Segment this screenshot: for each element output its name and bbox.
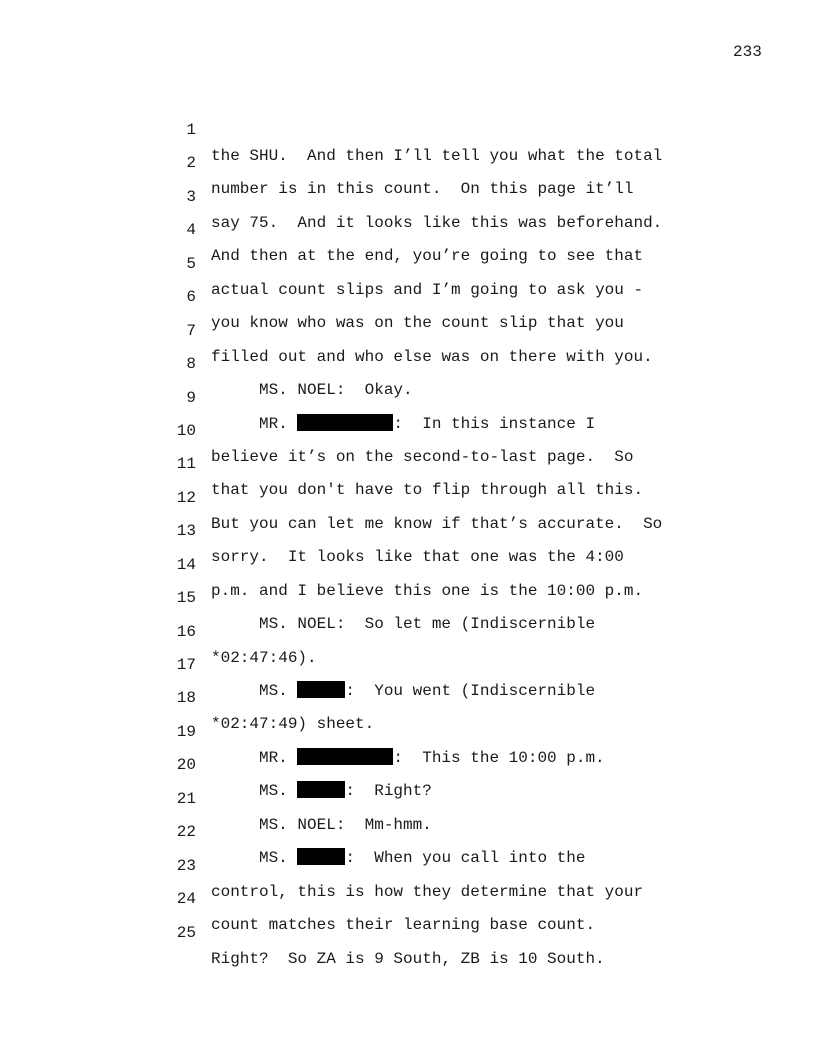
line-text: number is in this count. On this page it’ll: [211, 180, 634, 199]
line-text: : Right?: [345, 782, 432, 801]
line-text: believe it’s on the second-to-last page. So: [211, 447, 634, 466]
line-number: 20: [176, 756, 196, 775]
page-number: 233: [733, 43, 762, 61]
transcript-line: [0, 292, 816, 366]
line-number: 9: [186, 388, 196, 407]
line-number: 25: [176, 923, 196, 942]
line-number: 4: [186, 221, 196, 240]
speaker-title: MR.: [259, 748, 288, 767]
transcript-line: [0, 158, 816, 232]
transcript-line: [0, 225, 816, 299]
line-number: 12: [176, 488, 196, 507]
line-text: MS. NOEL: Okay.: [259, 381, 413, 400]
transcript-line: [0, 258, 816, 333]
line-text: sorry. It looks like that one was the 4:00: [211, 548, 624, 567]
line-text: : When you call into the: [345, 849, 586, 868]
line-number: 18: [176, 689, 196, 708]
line-number: 15: [176, 589, 196, 608]
speaker-title: MS.: [259, 682, 288, 700]
line-text: Right? So ZA is 9 South, ZB is 10 South.: [211, 949, 605, 968]
transcript-line: [0, 325, 816, 400]
speaker-title: MS.: [259, 782, 288, 801]
line-text: you know who was on the count slip that you: [211, 314, 624, 333]
line-number: 1: [186, 121, 196, 139]
line-text: : This the 10:00 p.m.: [393, 748, 605, 767]
line-text: And then at the end, you’re going to see that: [211, 247, 644, 266]
line-text: p.m. and I believe this one is the 10:00 p.m.: [211, 581, 644, 600]
line-text: But you can let me know if that’s accurate. So: [211, 514, 663, 533]
line-text: control, this is how they determine that your: [211, 882, 644, 901]
line-number: 7: [186, 321, 196, 340]
line-number: 21: [176, 789, 196, 808]
line-text: actual count slips and I’m going to ask you -: [211, 280, 644, 299]
line-text: filled out and who else was on there with you.: [211, 347, 653, 366]
line-text: : In this instance I: [393, 414, 596, 433]
line-text: *02:47:49) sheet.: [211, 715, 375, 734]
line-text: : You went (Indiscernible: [345, 682, 596, 700]
line-number: 16: [176, 622, 196, 641]
line-text: count matches their learning base count.: [211, 916, 596, 935]
line-number: 22: [176, 823, 196, 842]
line-number: 24: [176, 890, 196, 909]
line-text: the SHU. And then I’ll tell you what the total: [211, 147, 663, 165]
line-number: 2: [186, 154, 196, 173]
line-number: 14: [176, 555, 196, 574]
transcript-line: [0, 124, 816, 199]
line-number: 8: [186, 355, 196, 374]
line-text: *02:47:46).: [211, 648, 317, 667]
line-number: 10: [176, 421, 196, 440]
speaker-title: MS.: [259, 849, 288, 868]
transcript-body: [0, 91, 816, 968]
line-number: 3: [186, 187, 196, 206]
line-text: that you don't have to flip through all this.: [211, 481, 644, 500]
line-number: 13: [176, 522, 196, 541]
line-number: 23: [176, 856, 196, 875]
transcript-line: [0, 191, 816, 266]
speaker-title: MR.: [259, 414, 288, 433]
transcript-line: [0, 91, 816, 165]
line-number: 5: [186, 254, 196, 273]
line-number: 19: [176, 722, 196, 741]
line-number: 6: [186, 288, 196, 307]
line-number: 17: [176, 656, 196, 674]
line-number: 11: [176, 455, 196, 474]
transcript-line: [0, 894, 816, 968]
line-text: MS. NOEL: So let me (Indiscernible: [259, 615, 596, 634]
line-text: MS. NOEL: Mm-hmm.: [259, 815, 432, 834]
line-text: say 75. And it looks like this was beforehand.: [211, 213, 663, 232]
